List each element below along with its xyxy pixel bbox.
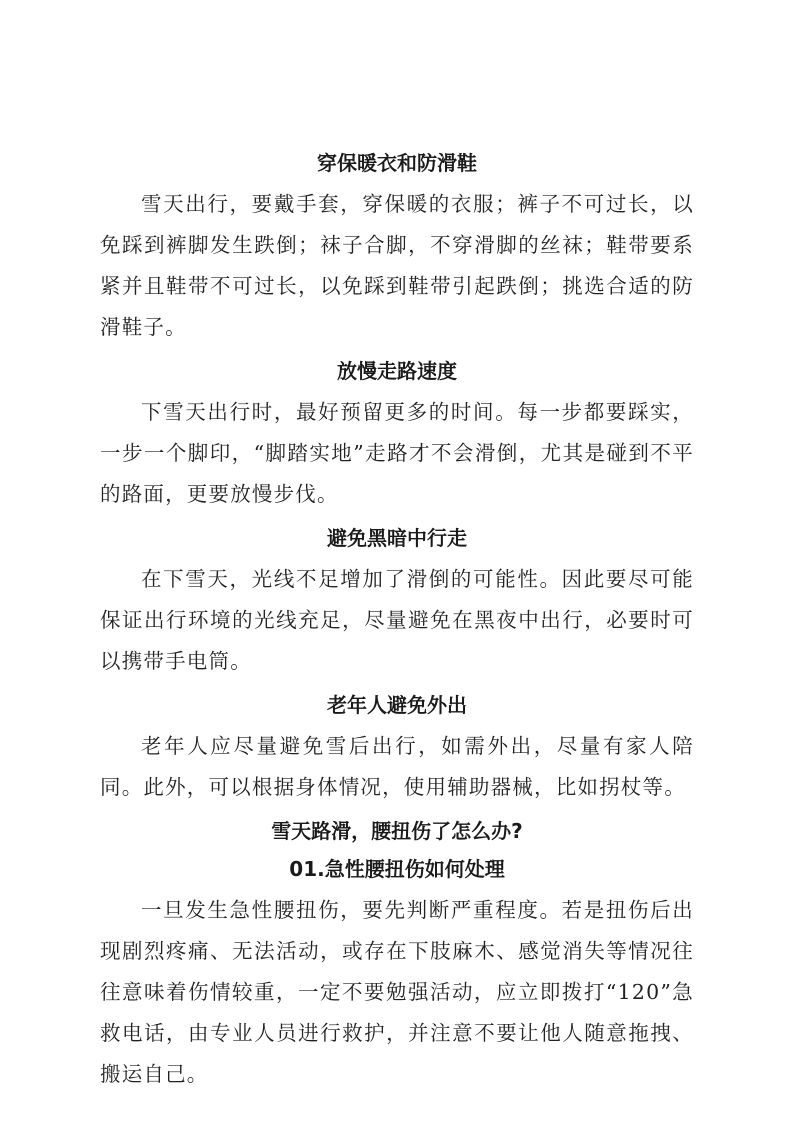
section-body-acute-back-sprain: 一旦发生急性腰扭伤，要先判断严重程度。若是扭伤后出现剧烈疼痛、无法活动，或存在下肢麻木、感觉消失等情况往往意味着伤情较重，一定不要勉强活动，应立即拨打“120”急救电话，由专业人员进行救护，并注意不要让他人随意拖拽、搬运自己。 [100, 898, 694, 1086]
section-body-avoid-darkness: 在下雪天，光线不足增加了滑倒的可能性。因此要尽可能保证出行环境的光线充足，尽量避免在黑夜中出行，必要时可以携带手电筒。 [100, 567, 694, 673]
section-heading-slow-down: 放慢走路速度 [337, 359, 457, 383]
section-body-warm-clothes: 雪天出行，要戴手套，穿保暖的衣服；裤子不可过长，以免踩到裤脚发生跌倒；袜子合脚，不穿滑脚的丝袜；鞋带要系紧并且鞋带不可过长，以免踩到鞋带引起跌倒；挑选合适的防滑鞋子。 [100, 192, 694, 339]
document-content [100, 146, 694, 1101]
section-heading-avoid-darkness: 避免黑暗中行走 [327, 526, 467, 550]
section-heading-warm-clothes: 穿保暖衣和防滑鞋 [317, 151, 477, 175]
section-body-elderly: 老年人应尽量避免雪后出行，如需外出，尽量有家人陪同。此外，可以根据身体情况，使用辅助器械，比如拐杖等。 [100, 734, 694, 799]
section-heading-acute-back-sprain: 01.急性腰扭伤如何处理 [289, 857, 505, 881]
section-body-slow-down: 下雪天出行时，最好预留更多的时间。每一步都要踩实，一步一个脚印，“脚踏实地”走路才不会滑倒，尤其是碰到不平的路面，更要放慢步伐。 [100, 400, 694, 506]
section-heading-elderly: 老年人避免外出 [327, 693, 467, 717]
section-heading-back-injury-question: 雪天路滑，腰扭伤了怎么办? [271, 819, 523, 843]
